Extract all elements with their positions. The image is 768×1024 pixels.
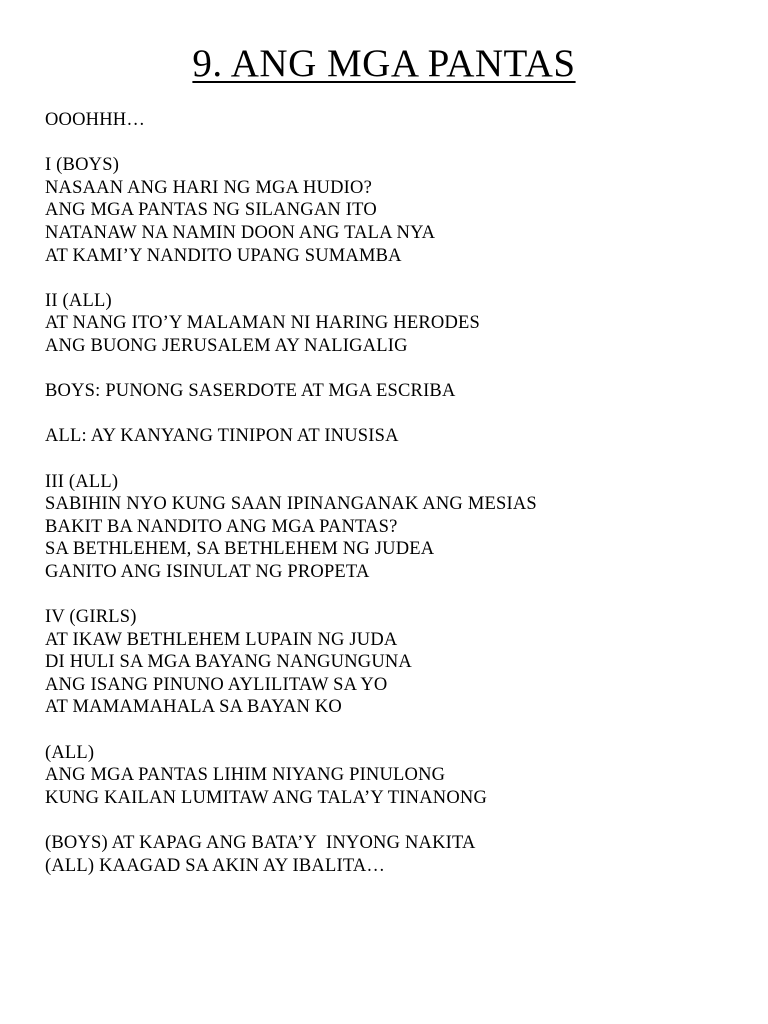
lyric-line: (ALL) KAAGAD SA AKIN AY IBALITA… [45, 855, 386, 876]
blank-line [45, 809, 745, 832]
lyric-line: BAKIT BA NANDITO ANG MGA PANTAS? [45, 516, 398, 537]
lyric-line: GANITO ANG ISINULAT NG PROPETA [45, 561, 370, 582]
lyric-line: AT IKAW BETHLEHEM LUPAIN NG JUDA [45, 629, 398, 650]
verse-heading: (ALL) [45, 742, 95, 763]
verse-heading: IV (GIRLS) [45, 607, 137, 628]
song-title [0, 40, 768, 88]
lyric-line: NASAAN ANG HARI NG MGA HUDIO? [45, 177, 372, 198]
blank-line [45, 132, 745, 155]
lyric-line: DI HULI SA MGA BAYANG NANGUNGUNA [45, 652, 412, 673]
lyrics-body [45, 109, 745, 877]
blank-line [45, 358, 745, 381]
lyric-line: ALL: AY KANYANG TINIPON AT INUSISA [45, 426, 399, 447]
lyric-line: (BOYS) AT KAPAG ANG BATA’Y INYONG NAKITA [45, 833, 476, 853]
verse-heading: III (ALL) [45, 471, 119, 492]
verse-heading: I (BOYS) [45, 155, 120, 176]
lyric-line: ANG MGA PANTAS NG SILANGAN ITO [45, 200, 377, 221]
lyric-line: AT NANG ITO’Y MALAMAN NI HARING HERODES [45, 313, 480, 334]
blank-line [45, 267, 745, 290]
lyric-line: SA BETHLEHEM, SA BETHLEHEM NG JUDEA [45, 539, 435, 560]
lyric-line: ANG ISANG PINUNO AYLILITAW SA YO [45, 674, 388, 695]
lyric-line: KUNG KAILAN LUMITAW ANG TALA’Y TINANONG [45, 787, 487, 808]
song-title-text: 9. ANG MGA PANTAS [192, 42, 576, 85]
lyric-line: AT KAMI’Y NANDITO UPANG SUMAMBA [45, 245, 402, 266]
verse-heading: II (ALL) [45, 290, 112, 311]
lyric-line: SABIHIN NYO KUNG SAAN IPINANGANAK ANG MESIAS [45, 494, 537, 515]
lyric-line: ANG BUONG JERUSALEM AY NALIGALIG [45, 335, 408, 356]
lyric-line: ANG MGA PANTAS LIHIM NIYANG PINULONG [45, 765, 446, 786]
blank-line [45, 403, 745, 426]
lyric-line: OOOHHH… [45, 110, 146, 130]
blank-line [45, 719, 745, 742]
blank-line [45, 448, 745, 471]
lyric-line: BOYS: PUNONG SASERDOTE AT MGA ESCRIBA [45, 381, 456, 402]
lyric-line: NATANAW NA NAMIN DOON ANG TALA NYA [45, 222, 436, 243]
blank-line [45, 583, 745, 606]
lyric-line: AT MAMAMAHALA SA BAYAN KO [45, 697, 342, 718]
